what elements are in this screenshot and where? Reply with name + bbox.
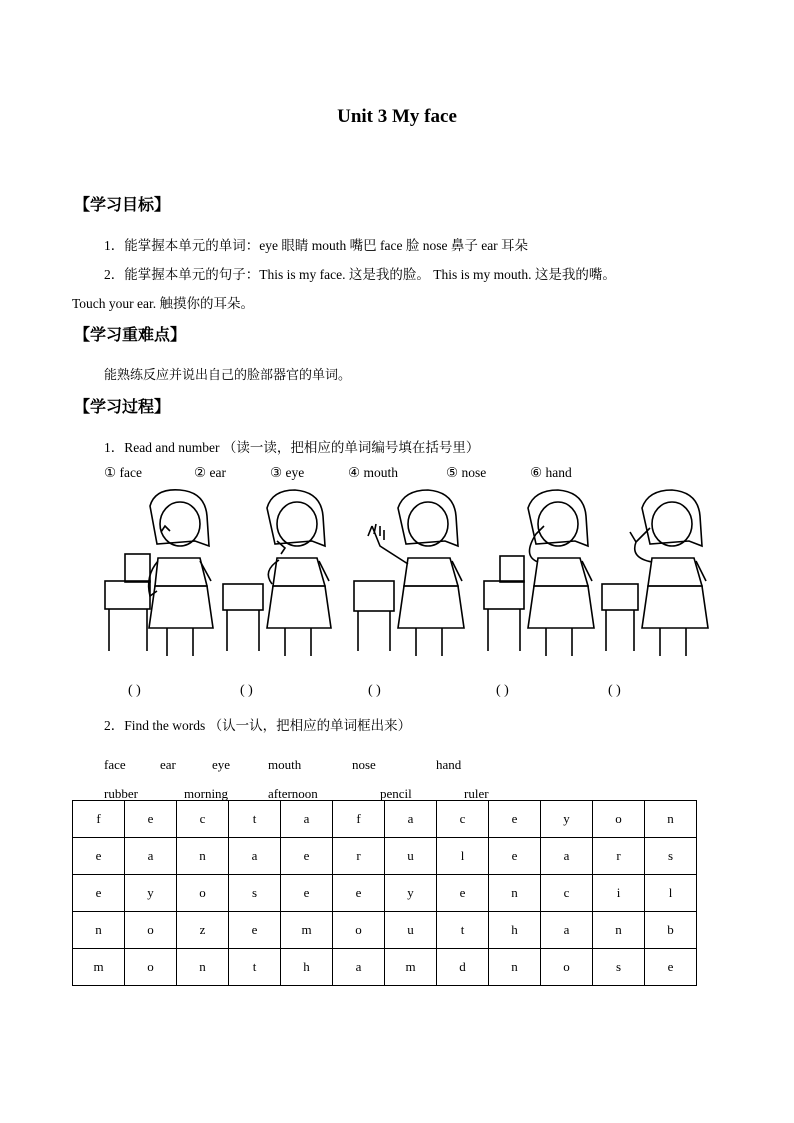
girl-figure-4 — [484, 490, 594, 656]
grid-cell[interactable]: a — [281, 801, 333, 838]
word-item: face — [104, 757, 126, 772]
goal-item-2: 2．能掌握本单元的句子：This is my face. 这是我的脸。 This is my mouth. 这是我的嘴。 — [104, 267, 616, 282]
grid-cell[interactable]: a — [385, 801, 437, 838]
grid-cell[interactable]: c — [177, 801, 229, 838]
exercise-2-title: 2．Find the words （认一认，把相应的单词框出来） — [104, 718, 412, 733]
word-item: nose — [352, 757, 376, 772]
section-heading-keypoints: 【学习重难点】 — [74, 325, 187, 344]
girl-figure-3 — [354, 490, 464, 656]
grid-cell[interactable]: u — [385, 838, 437, 875]
grid-cell[interactable]: t — [437, 912, 489, 949]
grid-cell[interactable]: i — [593, 875, 645, 912]
word-item: mouth — [268, 757, 302, 772]
word-item: eye — [212, 757, 231, 772]
grid-cell[interactable]: n — [177, 949, 229, 986]
section-heading-process: 【学习过程】 — [74, 397, 171, 416]
exercise-1-title: 1．Read and number （读一读，把相应的单词编号填在括号里） — [104, 440, 480, 455]
grid-cell[interactable]: s — [645, 838, 697, 875]
grid-cell[interactable]: n — [489, 949, 541, 986]
answer-bracket-4[interactable]: ( ) — [496, 683, 509, 698]
grid-cell[interactable]: m — [73, 949, 125, 986]
grid-cell[interactable]: e — [489, 801, 541, 838]
word-option-eye: ③ eye — [270, 465, 305, 480]
keypoints-text: 能熟练反应并说出自己的脸部器官的单词。 — [104, 368, 352, 383]
grid-cell[interactable]: n — [73, 912, 125, 949]
grid-cell[interactable]: a — [541, 838, 593, 875]
grid-cell[interactable]: n — [593, 912, 645, 949]
grid-row — [73, 875, 697, 912]
grid-cell[interactable]: e — [489, 838, 541, 875]
grid-cell[interactable]: o — [125, 912, 177, 949]
grid-cell[interactable]: n — [177, 838, 229, 875]
grid-cell[interactable]: e — [281, 875, 333, 912]
word-item: rubber — [104, 786, 138, 801]
grid-row — [73, 912, 697, 949]
girl-figure-1 — [105, 490, 213, 656]
grid-cell[interactable]: h — [489, 912, 541, 949]
grid-cell[interactable]: e — [73, 875, 125, 912]
goal-item-1: 1．能掌握本单元的单词：eye 眼睛 mouth 嘴巴 face 脸 nose 鼻子 ear 耳朵 — [104, 238, 529, 253]
goal-item-2-cont: Touch your ear. 触摸你的耳朵。 — [72, 296, 255, 311]
grid-cell[interactable]: z — [177, 912, 229, 949]
grid-cell[interactable]: c — [437, 801, 489, 838]
grid-cell[interactable]: r — [593, 838, 645, 875]
grid-cell[interactable]: b — [645, 912, 697, 949]
grid-cell[interactable]: a — [541, 912, 593, 949]
word-option-hand: ⑥ hand — [530, 465, 572, 480]
grid-cell[interactable]: l — [437, 838, 489, 875]
grid-row — [73, 801, 697, 838]
grid-cell[interactable]: t — [229, 801, 281, 838]
grid-cell[interactable]: a — [333, 949, 385, 986]
grid-row — [73, 949, 697, 986]
grid-cell[interactable]: s — [229, 875, 281, 912]
grid-cell[interactable]: y — [125, 875, 177, 912]
word-item: ruler — [464, 786, 489, 801]
word-item: morning — [184, 786, 229, 801]
grid-cell[interactable]: o — [541, 949, 593, 986]
grid-row — [73, 838, 697, 875]
answer-bracket-5[interactable]: ( ) — [608, 683, 621, 698]
word-option-mouth: ④ mouth — [348, 465, 398, 480]
grid-cell[interactable]: c — [541, 875, 593, 912]
word-item: ear — [160, 757, 176, 772]
grid-cell[interactable]: n — [489, 875, 541, 912]
grid-cell[interactable]: a — [229, 838, 281, 875]
word-item: afternoon — [268, 786, 318, 801]
grid-cell[interactable]: h — [281, 949, 333, 986]
answer-bracket-1[interactable]: ( ) — [128, 683, 141, 698]
grid-cell[interactable]: m — [385, 949, 437, 986]
girl-figure-5 — [602, 490, 708, 656]
page-title: Unit 3 My face — [337, 106, 457, 127]
grid-cell[interactable]: e — [645, 949, 697, 986]
grid-cell[interactable]: a — [125, 838, 177, 875]
girl-figure-2 — [223, 490, 331, 656]
grid-cell[interactable]: o — [177, 875, 229, 912]
word-search-grid — [72, 800, 697, 986]
grid-cell[interactable]: d — [437, 949, 489, 986]
grid-cell[interactable]: f — [73, 801, 125, 838]
grid-cell[interactable]: t — [229, 949, 281, 986]
grid-cell[interactable]: y — [541, 801, 593, 838]
grid-cell[interactable]: e — [437, 875, 489, 912]
grid-cell[interactable]: u — [385, 912, 437, 949]
section-heading-goals: 【学习目标】 — [74, 195, 171, 214]
grid-cell[interactable]: e — [125, 801, 177, 838]
word-option-ear: ② ear — [194, 465, 226, 480]
grid-cell[interactable]: o — [593, 801, 645, 838]
grid-cell[interactable]: e — [333, 875, 385, 912]
answer-bracket-2[interactable]: ( ) — [240, 683, 253, 698]
grid-cell[interactable]: r — [333, 838, 385, 875]
answer-bracket-3[interactable]: ( ) — [368, 683, 381, 698]
grid-cell[interactable]: e — [73, 838, 125, 875]
grid-cell[interactable]: y — [385, 875, 437, 912]
grid-cell[interactable]: n — [645, 801, 697, 838]
word-item: hand — [436, 757, 462, 772]
grid-cell[interactable]: e — [229, 912, 281, 949]
grid-cell[interactable]: m — [281, 912, 333, 949]
grid-cell[interactable]: o — [333, 912, 385, 949]
grid-cell[interactable]: e — [281, 838, 333, 875]
word-list-row-1 — [104, 756, 461, 774]
word-option-nose: ⑤ nose — [446, 465, 487, 480]
grid-cell[interactable]: l — [645, 875, 697, 912]
word-item: pencil — [380, 786, 412, 801]
grid-cell[interactable]: o — [125, 949, 177, 986]
grid-cell[interactable]: f — [333, 801, 385, 838]
girl-illustrations — [95, 486, 725, 676]
grid-cell[interactable]: s — [593, 949, 645, 986]
word-option-face: ① face — [104, 465, 142, 480]
